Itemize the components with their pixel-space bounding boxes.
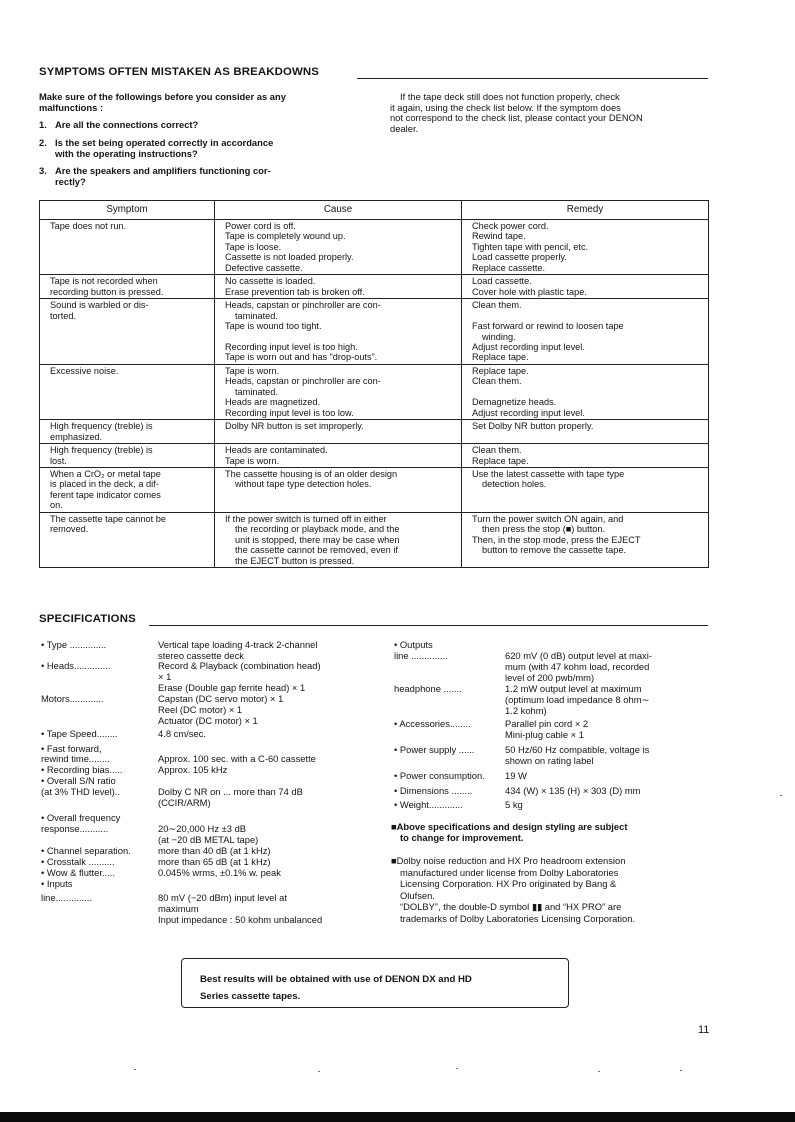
question-line: with the operating instructions? [55,147,198,159]
cause-line: The cassette housing is of an older design [225,468,398,479]
spec-value: (optimum load impedance 8 ohm∼ [505,693,650,705]
table-row [40,444,709,468]
troubleshooting-table [39,200,709,568]
spec-value: 434 (W) × 135 (H) × 303 (D) mm [505,785,641,796]
spec-label: response........... [41,823,109,834]
remedy-line: Replace tape. [472,352,529,363]
spec-value: maximum [158,902,199,914]
remedy-cell [462,299,709,365]
spec-label: • Wow & flutter..... [41,867,115,878]
symptom-line: Tape is not recorded when [50,276,158,287]
remedy-line: Then, in the stop mode, press the EJECT [472,534,641,545]
cause-line: Tape is completely wound up. [225,231,346,242]
spec-value: Approx. 100 sec. with a C-60 cassette [158,753,316,764]
cause-line: the recording or playback mode, and the [235,524,400,535]
cause-line: Cassette is not loaded properly. [225,252,354,263]
spec-value: mum (with 47 kohm load, recorded [505,660,650,672]
spec-value: shown on rating label [505,754,594,766]
remedy-line: Fast forward or rewind to loosen tape [472,321,624,332]
remedy-line: Turn the power switch ON again, and [472,513,624,524]
remedy-line: Adjust recording input level. [472,341,585,352]
table-header-row [40,201,709,220]
symptom-line: The cassette tape cannot be [50,513,166,524]
symptom-line: High frequency (treble) is [50,445,153,456]
spec-value: Erase (Double gap ferrite head) × 1 [158,681,306,693]
scan-speck [598,1071,600,1072]
spec-value: Actuator (DC motor) × 1 [158,714,258,726]
symptom-cell [40,364,215,419]
cause-line: Defective cassette. [225,262,303,273]
intro-text: Make sure of the followings before you consider as any malfunctions : [39,91,286,113]
cause-line: Tape is worn. [225,365,280,376]
page-number: 11 [698,1024,710,1036]
symptom-cell [40,275,215,299]
spec-label: Motors............. [41,693,104,704]
remedy-line: then press the stop (■) button. [482,524,606,535]
remedy-line: Demagnetize heads. [472,397,557,408]
header-cause: Cause [215,201,462,220]
cause-cell [215,299,462,365]
intro-paragraph-right: If the tape deck still does not function properly, check it again, using the check list below. If the symptom does not correspond to the check list, please contact your DENON dealer. [390,91,643,134]
spec-label: headphone ....... [394,683,462,694]
heading-rule [357,78,708,79]
spec-value: 1.2 kohm) [505,704,547,716]
scan-speck [318,1071,320,1072]
design-change-notice: ■Above specifications and design styling are subject to change for improvement. [391,821,628,843]
dolby-license-notice: ■Dolby noise reduction and HX Pro headroom extension manufactured under license from Dolby Laboratories Licensing Corporation. HX Pro originated by Bang & Olufsen. “DOLBY”, the double-D symbol ▮▮ and “HX PRO” are trademarks of Dolby Laboratories Licensing Corporation. [391,855,636,924]
spec-value: 620 mV (0 dB) output level at maxi- [505,650,652,661]
cause-cell [215,220,462,275]
scan-speck [780,795,782,796]
remedy-cell [462,444,709,468]
table-row [40,420,709,444]
spec-value: 4.8 cm/sec. [158,728,206,739]
cause-line: Heads are magnetized. [225,397,320,408]
spec-label: • Fast forward, [41,743,102,754]
question-number: 3. [39,165,47,176]
question-line: rectly? [55,175,86,187]
symptom-line: on. [50,500,63,511]
remedy-line: Load cassette properly. [472,252,567,263]
cause-line: Recording input level is too low. [225,407,354,418]
symptom-cell [40,299,215,365]
cause-line: Heads are contaminated. [225,445,328,456]
spec-label: • Power supply ...... [394,744,475,755]
remedy-cell [462,220,709,275]
spec-label: • Crosstalk .......... [41,856,115,867]
spec-label: • Outputs [394,639,433,650]
table-row [40,220,709,275]
scan-speck [456,1068,458,1069]
remedy-cell [462,467,709,512]
question-line: Is the set being operated correctly in accordance [55,137,274,148]
cause-cell [215,512,462,567]
cause-line: Erase prevention tab is broken off. [225,286,365,297]
spec-label: • Accessories........ [394,718,471,729]
spec-label: line.............. [41,892,93,903]
spec-value: Input impedance : 50 kohm unbalanced [158,913,323,925]
cause-line: Power cord is off. [225,221,296,231]
cause-cell [215,364,462,419]
header-remedy: Remedy [462,201,709,220]
spec-value: Approx. 105 kHz [158,764,228,775]
spec-value: level of 200 pwb/mm) [505,671,595,683]
symptom-cell [40,512,215,567]
cause-line: Dolby NR button is set improperly. [225,421,364,432]
cause-line: without tape type detection holes. [235,479,372,490]
cause-line: taminated. [235,310,278,321]
cause-line: Tape is loose. [225,241,282,252]
symptom-line: When a CrO₂ or metal tape [50,468,161,479]
symptom-line: ferent tape indicator comes [50,489,161,500]
remedy-cell [462,275,709,299]
symptom-line: Sound is warbled or dis- [50,300,149,311]
remedy-line: Cover hole with plastic tape. [472,286,587,297]
question-number: 1. [39,119,47,130]
spec-value: 0.045% wrms, ±0.1% w. peak [158,867,281,878]
remedy-line: Set Dolby NR button properly. [472,421,594,432]
remedy-line: Check power cord. [472,221,549,231]
question-text [55,120,198,131]
spec-value: 80 mV (−20 dBm) input level at [158,892,287,903]
cause-line: Tape is wound too tight. [225,321,322,332]
remedy-line: Adjust recording input level. [472,407,585,418]
remedy-line: Replace tape. [472,455,529,466]
spec-label: line .............. [394,650,448,661]
remedy-line: Replace cassette. [472,262,546,273]
cause-line: No cassette is loaded. [225,276,316,287]
specifications-heading: SPECIFICATIONS [39,613,136,625]
remedy-cell [462,364,709,419]
remedy-line: winding. [482,331,516,342]
cause-line: Recording input level is too high. [225,341,358,352]
spec-value: more than 65 dB (at 1 kHz) [158,856,271,867]
spec-label: • Overall frequency [41,812,121,823]
spec-label: • Tape Speed........ [41,728,118,739]
table-row [40,512,709,567]
spec-value: 5 kg [505,799,523,810]
remedy-line: Clean them. [472,445,522,456]
table-row [40,299,709,365]
recommendation-box [181,958,569,1008]
spec-label: • Recording bias..... [41,764,123,775]
question-text [55,166,271,187]
cause-line: taminated. [235,386,278,397]
remedy-line: button to remove the cassette tape. [482,545,627,556]
spec-label: • Overall S/N ratio [41,775,116,786]
remedy-line: Tighten tape with pencil, etc. [472,241,589,252]
symptom-line: Tape does not run. [50,221,127,231]
cause-line: Heads, capstan or pinchroller are con- [225,300,381,311]
spec-value: (CCIR/ARM) [158,796,211,808]
remedy-line: Replace tape. [472,365,529,376]
question-line: Are all the connections correct? [55,119,199,130]
spec-value: Reel (DC motor) × 1 [158,703,243,715]
header-symptom: Symptom [40,201,215,220]
cause-line: the cassette cannot be removed, even if [235,545,398,556]
remedy-line: Load cassette. [472,276,532,287]
spec-value: stereo cassette deck [158,649,244,661]
remedy-line: Clean them. [472,300,522,311]
spec-value: (at −20 dB METAL tape) [158,833,259,845]
symptoms-heading: SYMPTOMS OFTEN MISTAKEN AS BREAKDOWNS [39,66,319,78]
remedy-cell [462,420,709,444]
spec-value: 50 Hz/60 Hz compatible, voltage is [505,744,650,755]
remedy-cell [462,512,709,567]
question-line: Are the speakers and amplifiers functioning cor- [55,165,271,176]
table-row [40,467,709,512]
spec-label: • Inputs [41,878,73,889]
remedy-line: detection holes. [482,479,547,490]
scan-footer-bar [0,1112,795,1122]
symptom-cell [40,444,215,468]
symptom-line: is placed in the deck, a dif- [50,479,159,490]
spec-value: × 1 [158,670,172,682]
remedy-line: Rewind tape. [472,231,526,242]
symptom-line: lost. [50,455,67,466]
scan-speck [134,1069,136,1070]
spec-value: Vertical tape loading 4-track 2-channel [158,639,318,650]
spec-value: 19 W [505,770,527,781]
table-row [40,275,709,299]
scan-speck [680,1070,682,1071]
cause-line: If the power switch is turned off in either [225,513,387,524]
question-number: 2. [39,137,47,148]
cause-line: Heads, capstan or pinchroller are con- [225,376,381,387]
symptom-line: torted. [50,310,77,321]
symptom-line: High frequency (treble) is [50,421,153,432]
cause-line: Tape is worn out and has “drop-outs”. [225,352,378,363]
spec-value: Mini-plug cable × 1 [505,728,584,740]
spec-value: 1.2 mW output level at maximum [505,683,642,694]
spec-label: • Type .............. [41,639,107,650]
spec-label: • Heads.............. [41,660,111,671]
cause-cell [215,444,462,468]
spec-value: Parallel pin cord × 2 [505,718,589,729]
spec-label: (at 3% THD level).. [41,786,121,797]
spec-label: • Dimensions ........ [394,785,473,796]
remedy-line: Clean them. [472,376,522,387]
spec-label: • Power consumption. [394,770,485,781]
recommendation-text: Best results will be obtained with use of DENON DX and HD Series cassette tapes. [200,974,472,1002]
symptom-line: emphasized. [50,431,103,442]
spec-value: Capstan (DC servo motor) × 1 [158,693,284,704]
table-row [40,364,709,419]
question-text [55,138,273,159]
cause-cell [215,467,462,512]
symptom-line: Excessive noise. [50,365,119,376]
spec-label: rewind time........ [41,753,110,764]
symptom-line: removed. [50,524,89,535]
symptom-cell [40,467,215,512]
symptom-cell [40,420,215,444]
remedy-line: Use the latest cassette with tape type [472,468,625,479]
spec-value: 20∼20,000 Hz ±3 dB [158,823,247,834]
spec-label: • Channel separation. [41,845,131,856]
spec-value: Record & Playback (combination head) [158,660,321,671]
cause-cell [215,275,462,299]
spec-value: more than 40 dB (at 1 kHz) [158,845,271,856]
cause-cell [215,420,462,444]
cause-line: unit is stopped, there may be case when [235,534,400,545]
spec-label: • Weight............. [394,799,463,810]
symptom-line: recording button is pressed. [50,286,164,297]
cause-line: Tape is worn. [225,455,280,466]
specifications-rule [149,625,708,626]
symptom-cell [40,220,215,275]
spec-value: Dolby C NR on ... more than 74 dB [158,786,303,797]
cause-line: the EJECT button is pressed. [235,555,355,566]
